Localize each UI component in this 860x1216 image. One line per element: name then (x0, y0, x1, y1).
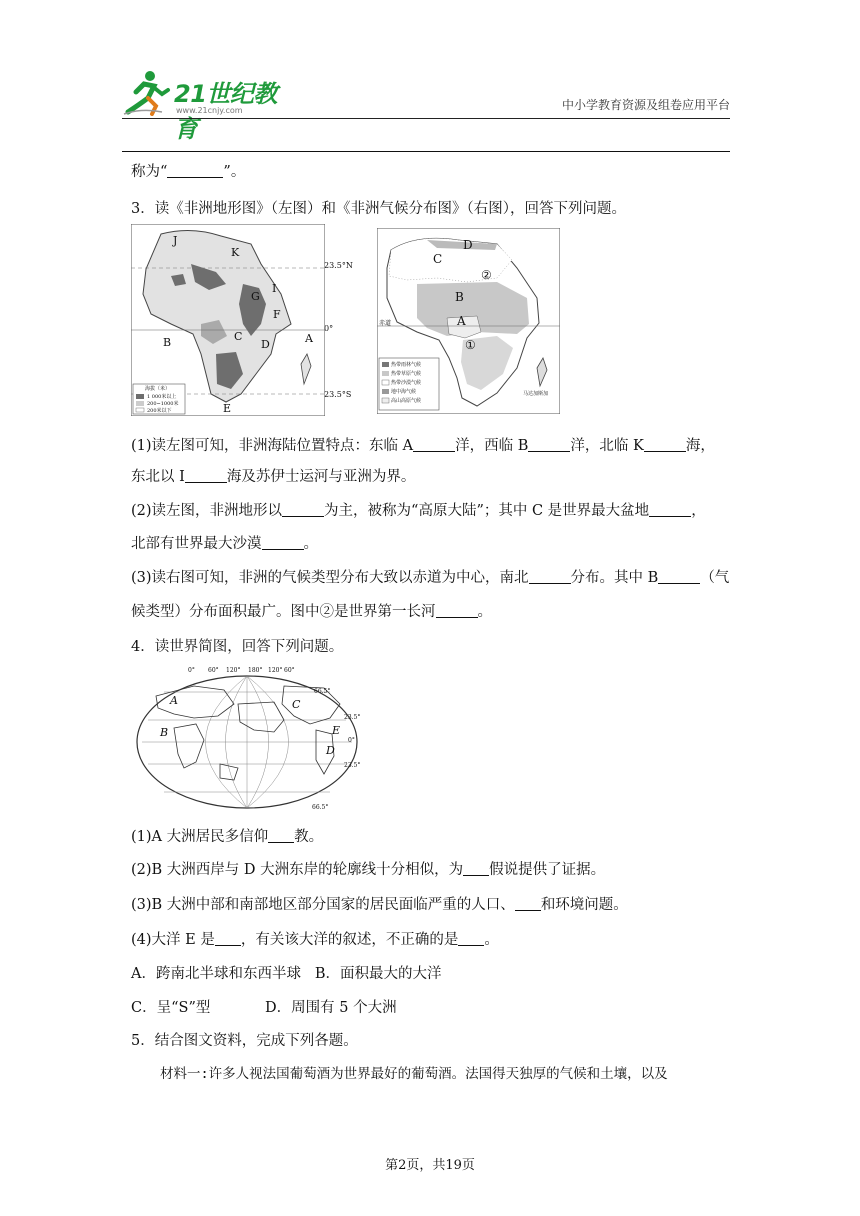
answer-blank (282, 503, 324, 517)
q4-options-cd (131, 996, 397, 1017)
q3-part2-line1 (131, 499, 706, 520)
q4-text: (4)大洋 E 是 (131, 932, 215, 948)
q3-part3-line2 (131, 600, 492, 621)
map2-equator: 赤道 (379, 320, 392, 327)
q4-part3 (131, 893, 628, 914)
q3-part1-line1 (131, 434, 715, 455)
map2-label-b: B (455, 290, 464, 304)
map1-label-c: C (234, 330, 243, 343)
answer-blank (413, 438, 455, 452)
q3-text: 海， (685, 438, 715, 454)
q4-text: (1)A 大洲居民多信仰 (131, 829, 269, 845)
map3-lat: 0° (348, 737, 355, 744)
map1-label-d: D (261, 338, 270, 351)
q3-intro: 3．读《非洲地形图》（左图）和《非洲气候分布图》（右图），回答下列问题。 (131, 201, 626, 217)
q4-text: 和环境问题。 (540, 897, 628, 913)
map1-label-a: A (305, 332, 313, 345)
q5-material: 材料一:许多人视法国葡萄酒为世界最好的葡萄酒。法国得天独厚的气候和土壤，以及 (160, 1066, 668, 1082)
map2-label-a: A (457, 314, 466, 328)
map1-label-k: K (231, 246, 240, 259)
map3-tick: 0° (188, 667, 195, 674)
q4-text: 假说提供了证据。 (489, 862, 606, 878)
map1-label-j: J (173, 234, 178, 247)
map2-legend-3: 热带沙漠气候 (391, 380, 422, 386)
page-header (122, 68, 730, 154)
q3-text: ， (691, 503, 706, 519)
map3-lat: 23.5° (344, 762, 361, 769)
answer-blank (658, 570, 700, 584)
map1-legend-1: 1 000米以上 (147, 394, 177, 400)
map2-legend-2: 热带草原气候 (391, 371, 422, 377)
map3-label-b: B (160, 726, 169, 739)
map3-tick: 120° (268, 667, 283, 674)
map3-tick: 180° (248, 667, 263, 674)
map1-label-e: E (223, 402, 232, 415)
answer-blank (167, 164, 223, 178)
q3-part1-line2 (131, 465, 415, 486)
africa-climate-map (377, 228, 560, 414)
header-rule-2 (122, 151, 730, 152)
header-rule (122, 118, 730, 119)
map3-label-a: A (170, 694, 178, 707)
map1-label-f: F (273, 308, 281, 321)
q3-text: 分布。其中 B (570, 570, 659, 586)
q4-option-d: D．周围有 5 个大洲 (265, 1000, 397, 1016)
q4-part4 (131, 928, 499, 949)
map2-label-c: C (433, 252, 443, 266)
answer-blank (515, 897, 541, 911)
africa-terrain-map (131, 224, 353, 416)
answer-blank (262, 536, 304, 550)
map1-legend-2: 200~1000米 (147, 401, 179, 407)
q3-text: （气 (700, 570, 730, 586)
map1-label-i: I (272, 282, 277, 295)
answer-blank (436, 604, 478, 618)
map3-tick: 60° (208, 667, 219, 674)
q3-text: 海及苏伊士运河与亚洲为界。 (226, 469, 416, 485)
q3-text: (3)读右图可知，非洲的气候类型分布大致以赤道为中心，南北 (131, 570, 529, 586)
answer-blank (529, 570, 571, 584)
answer-blank (185, 469, 227, 483)
q4-option-c: C．呈“S”型 (131, 1000, 211, 1016)
q3-text: 。 (303, 536, 318, 552)
map2-label-1: ① (465, 338, 476, 352)
answer-blank (463, 862, 489, 876)
map3-lat: 23.5° (344, 714, 361, 721)
answer-blank (215, 932, 241, 946)
q3-text: (2)读左图，非洲地形以 (131, 503, 283, 519)
q4-text: (2)B 大洲西岸与 D 大洲东岸的轮廓线十分相似，为 (131, 862, 464, 878)
map1-label-g: G (251, 290, 260, 303)
map2-island: 马达加斯加 (523, 391, 549, 397)
answer-blank (649, 503, 691, 517)
q4-option-b: B．面积最大的大洋 (314, 966, 442, 982)
logo-text: 21世纪教育 (174, 80, 277, 143)
q2-tail-post: ”。 (223, 164, 246, 180)
q4-intro: 4．读世界简图，回答下列问题。 (131, 639, 344, 655)
q4-option-a: A．跨南北半球和东西半球 (131, 966, 301, 982)
q4-text: 。 (484, 932, 499, 948)
runner-logo-icon (122, 68, 172, 116)
q3-text: 洋，北临 K (570, 438, 644, 454)
map3-lat: 66.5° (312, 804, 329, 811)
q3-text: 。 (477, 604, 492, 620)
page-footer: 第2页，共19页 (385, 1158, 475, 1173)
map1-legend-title: 海拔（米） (145, 386, 171, 392)
answer-blank (528, 438, 570, 452)
answer-blank (268, 829, 294, 843)
answer-blank (458, 932, 484, 946)
map3-label-d: D (326, 744, 335, 757)
platform-name: 中小学教育资源及组卷应用平台 (561, 98, 730, 112)
map3-label-c: C (292, 698, 301, 711)
map2-legend-5: 高山高原气候 (391, 398, 422, 404)
map3-lat: 66.5° (314, 688, 331, 695)
map2-label-2: ② (481, 268, 492, 282)
q4-part2 (131, 858, 605, 879)
q4-text: ，有关该大洋的叙述，不正确的是 (240, 932, 459, 948)
q4-text: 教。 (294, 829, 324, 845)
map2-label-d: D (463, 238, 473, 252)
q2-tail (131, 160, 245, 181)
q4-options-ab (131, 962, 441, 983)
q3-text: 候类型）分布面积最广。图中②是世界第一长河 (131, 604, 436, 620)
q2-tail-pre: 称为“ (131, 164, 168, 180)
map3-tick: 60° (284, 667, 295, 674)
q3-text: 洋，西临 B (455, 438, 529, 454)
world-map (134, 664, 360, 812)
q4-text: (3)B 大洲中部和南部地区部分国家的居民面临严重的人口、 (131, 897, 515, 913)
q4-part1 (131, 825, 323, 846)
map2-legend-4: 地中海气候 (391, 389, 417, 395)
q5-intro: 5．结合图文资料，完成下列各题。 (131, 1033, 358, 1049)
map1-label-b: B (163, 336, 172, 349)
map1-lat-0: 0° (324, 324, 334, 333)
q3-text: 为主，被称为“高原大陆”；其中 C 是世界最大盆地 (324, 503, 650, 519)
q3-part2-line2 (131, 532, 318, 553)
q3-text: (1)读左图可知，非洲海陆位置特点：东临 A (131, 438, 414, 454)
map1-legend-3: 200米以下 (147, 408, 172, 414)
map1-lat-n: 23.5°N (324, 261, 353, 270)
map3-tick: 120° (226, 667, 241, 674)
q3-text: 东北以 I (131, 469, 185, 485)
logo-url: www.21cnjy.com (176, 106, 243, 115)
logo (122, 68, 292, 143)
map2-legend-1: 热带雨林气候 (391, 362, 422, 368)
map3-label-e: E (332, 724, 341, 737)
q3-part3-line1 (131, 566, 729, 587)
map1-lat-s: 23.5°S (324, 390, 352, 399)
answer-blank (644, 438, 686, 452)
q3-text: 北部有世界最大沙漠 (131, 536, 262, 552)
